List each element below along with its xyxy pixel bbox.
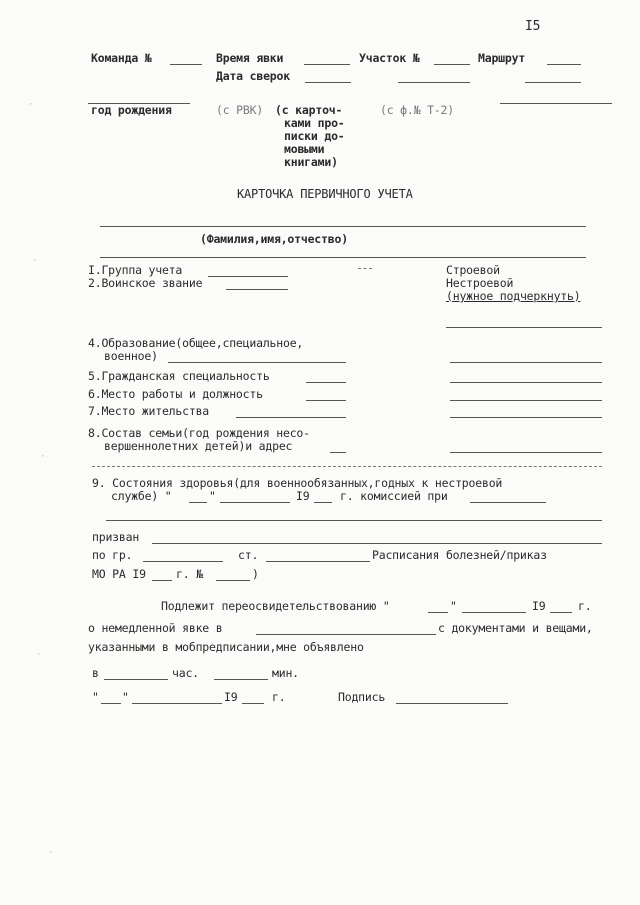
komanda-label: Команда № bbox=[91, 51, 152, 65]
prizvan-blank[interactable] bbox=[152, 543, 602, 544]
field-sostoyanie-2a: службе) " bbox=[111, 489, 172, 503]
podlezhit-g: г. bbox=[578, 599, 592, 613]
scan-mark: · bbox=[32, 256, 38, 266]
st-blank[interactable] bbox=[266, 561, 370, 562]
po-gr-label: по гр. bbox=[92, 548, 133, 562]
right-blank-6[interactable] bbox=[450, 452, 602, 453]
scan-mark: · bbox=[36, 650, 42, 660]
g-no-label: г. № bbox=[176, 567, 203, 581]
st-label: ст. bbox=[238, 548, 259, 562]
podlezhit-label: Подлежит переосвидетельствованию " bbox=[161, 599, 390, 613]
yavka-mesto-blank[interactable] bbox=[256, 634, 436, 635]
fio-label: (Фамилия,имя,отчество) bbox=[200, 232, 348, 246]
mo-ra-year-blank[interactable] bbox=[152, 580, 172, 581]
s-kartochkami-1: (с карточ- bbox=[275, 103, 343, 117]
sostav-semi-line[interactable] bbox=[92, 466, 602, 467]
min-blank[interactable] bbox=[214, 679, 268, 680]
obrazovanie-blank[interactable] bbox=[168, 362, 346, 363]
raspisaniya-label: Расписания болезней/приказ bbox=[372, 548, 547, 562]
vremya-label: Время явки bbox=[216, 51, 284, 65]
sostoyanie-day-blank[interactable] bbox=[189, 502, 207, 503]
voinskoe-zvanie-blank[interactable] bbox=[226, 289, 288, 290]
marshrut-label: Маршрут bbox=[478, 51, 526, 65]
field-gruppa-ucheta: I.Группа учета bbox=[88, 263, 183, 277]
god-rozhdeniya-label: год рождения bbox=[91, 103, 172, 117]
s-kartochkami-2: ками про- bbox=[284, 116, 345, 130]
right-blank-5[interactable] bbox=[450, 417, 602, 418]
komanda-blank[interactable] bbox=[170, 64, 202, 65]
field-mesto-raboty: 6.Место работы и должность bbox=[88, 387, 263, 401]
podpis-blank[interactable] bbox=[396, 703, 508, 704]
card-title: КАРТОЧКА ПЕРВИЧНОГО УЧЕТА bbox=[237, 187, 413, 201]
chas-label: час. bbox=[172, 666, 199, 680]
date-quote-open: " bbox=[92, 690, 99, 704]
fio-line-1[interactable] bbox=[100, 226, 586, 227]
nestroevoy-option[interactable]: Нестроевой bbox=[446, 276, 514, 290]
data-sverok-blank[interactable] bbox=[305, 82, 351, 83]
right-blank-4[interactable] bbox=[450, 400, 602, 401]
right-blank-1[interactable] bbox=[446, 327, 602, 328]
field-sostoyanie-2b: " bbox=[209, 489, 216, 503]
god-blank-right[interactable] bbox=[500, 103, 612, 104]
mesto-zhitelstva-blank[interactable] bbox=[236, 417, 346, 418]
right-blank-3[interactable] bbox=[450, 382, 602, 383]
prikaz-no-blank[interactable] bbox=[216, 580, 250, 581]
uchastok-blank-2[interactable] bbox=[398, 82, 470, 83]
sostoyanie-month-blank[interactable] bbox=[220, 502, 290, 503]
data-sverok-label: Дата сверок bbox=[216, 69, 290, 83]
date-g: г. bbox=[272, 690, 286, 704]
podlezhit-i9: I9 bbox=[532, 599, 546, 613]
o-nemedlennoy-label: о немедленной явке в bbox=[88, 621, 223, 635]
komissiya-blank[interactable] bbox=[470, 502, 546, 503]
podpis-label: Подпись bbox=[338, 690, 386, 704]
field-sostoyanie-2c: I9 bbox=[296, 489, 310, 503]
podlezhit-year-blank[interactable] bbox=[550, 612, 572, 613]
field-grazhdanskaya: 5.Гражданская специальность bbox=[88, 369, 270, 383]
stroevoy-option[interactable]: Строевой bbox=[446, 263, 500, 277]
scan-mark: · bbox=[40, 452, 46, 462]
close-paren: ) bbox=[252, 567, 259, 581]
gruppa-ucheta-blank[interactable] bbox=[208, 276, 288, 277]
chas-blank[interactable] bbox=[104, 679, 168, 680]
s-rvk-label: (с РВК) bbox=[216, 103, 264, 117]
s-dokumentami-label: с документами и вещами, bbox=[438, 621, 593, 635]
sostoyanie-line[interactable] bbox=[106, 520, 602, 521]
uchastok-label: Участок № bbox=[359, 51, 420, 65]
v-label: в bbox=[92, 666, 99, 680]
prizvan-label: призван bbox=[92, 530, 140, 544]
god-blank[interactable] bbox=[88, 103, 190, 104]
s-kartochkami-5: книгами) bbox=[284, 155, 338, 169]
podlezhit-quote: " bbox=[450, 599, 457, 613]
date-year-blank[interactable] bbox=[242, 703, 264, 704]
marshrut-blank-2[interactable] bbox=[525, 82, 581, 83]
s-kartochkami-3: писки до- bbox=[284, 129, 345, 143]
podlezhit-month-blank[interactable] bbox=[462, 612, 526, 613]
po-gr-blank[interactable] bbox=[143, 561, 223, 562]
field-sostoyanie-2d: г. комиссией при bbox=[340, 489, 448, 503]
right-blank-2[interactable] bbox=[450, 362, 602, 363]
s-form-label: (с ф.№ Т-2) bbox=[380, 103, 454, 117]
field-sostav-semi-1: 8.Состав семьи(год рождения несо- bbox=[88, 426, 310, 440]
field-obrazovanie-1: 4.Образование(общее,специальное, bbox=[88, 336, 304, 350]
min-label: мин. bbox=[272, 666, 299, 680]
field-sostav-semi-2: вершеннолетних детей)и адрес bbox=[104, 439, 293, 453]
dash-mark bbox=[358, 268, 372, 269]
date-day-blank[interactable] bbox=[101, 703, 121, 704]
vremya-blank[interactable] bbox=[304, 64, 350, 65]
date-quote-close: " bbox=[122, 690, 129, 704]
date-month-blank[interactable] bbox=[132, 703, 222, 704]
grazhdanskaya-blank[interactable] bbox=[306, 382, 346, 383]
scan-mark: · bbox=[48, 848, 54, 858]
date-i9: I9 bbox=[224, 690, 238, 704]
page-number: I5 bbox=[525, 19, 541, 34]
field-sostoyanie-1: 9. Состояния здоровья(для военнообязанных,годных к нестроевой bbox=[92, 476, 503, 490]
podlezhit-day-blank[interactable] bbox=[428, 612, 448, 613]
scan-mark: · bbox=[28, 100, 34, 110]
field-voinskoe-zvanie: 2.Воинское звание bbox=[88, 276, 203, 290]
fio-line-2[interactable] bbox=[100, 257, 586, 258]
field-obrazovanie-2: военное) bbox=[104, 349, 158, 363]
field-mesto-zhitelstva: 7.Место жительства bbox=[88, 404, 210, 418]
sostav-semi-blank[interactable] bbox=[330, 452, 346, 453]
ukazannymi-label: указанными в мобпредписании,мне объявлено bbox=[88, 640, 364, 654]
marshrut-blank[interactable] bbox=[547, 64, 581, 65]
sostoyanie-year-blank[interactable] bbox=[314, 502, 332, 503]
s-kartochkami-4: мовыми bbox=[284, 142, 325, 156]
mesto-raboty-blank[interactable] bbox=[306, 400, 346, 401]
mo-ra-label: МО РА I9 bbox=[92, 567, 146, 581]
uchastok-blank[interactable] bbox=[434, 64, 470, 65]
podcherknut-note: (нужное подчеркнуть) bbox=[446, 289, 581, 303]
